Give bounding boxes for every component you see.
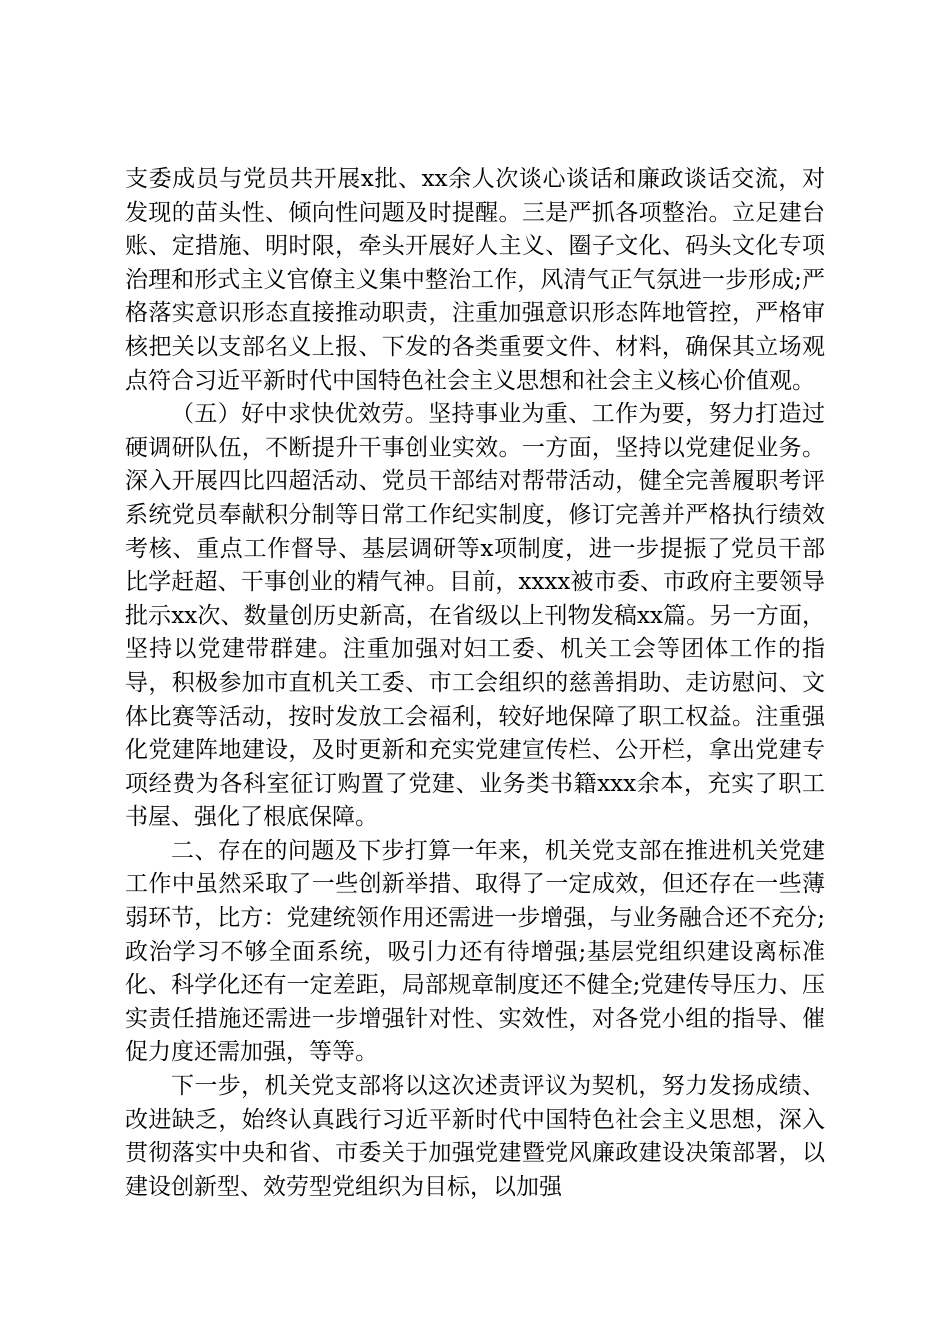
document-body bbox=[125, 163, 825, 1204]
paragraph-problems-plans: 二、存在的问题及下步打算一年来，机关党支部在推进机关党建工作中虽然采取了一些创新举措、取得了一定成效，但还存在一些薄弱环节，比方：党建统领作用还需进一步增强，与业务融合还不充分;政治学习不够全面系统，吸引力还有待增强;基层党组织建设离标准化、科学化还有一定差距，局部规章制度还不健全;党建传导压力、压实责任措施还需进一步增强针对性、实效性，对各党小组的指导、催促力度还需加强，等等。 bbox=[125, 837, 825, 1066]
paragraph-continuation: 支委成员与党员共开展x批、xx余人次谈心谈话和廉政谈话交流，对发现的苗头性、倾向性问题及时提醒。三是严抓各项整治。立足建台账、定措施、明时限，牵头开展好人主义、圈子文化、码头文化专项治理和形式主义官僚主义集中整治工作，风清气正气氛进一步形成;严格落实意识形态直接推动职责，注重加强意识形态阵地管控，严格审核把关以支部名义上报、下发的各类重要文件、材料，确保其立场观点符合习近平新时代中国特色社会主义思想和社会主义核心价值观。 bbox=[125, 166, 825, 394]
paragraph-next-steps: 下一步，机关党支部将以这次述责评议为契机，努力发扬成绩、改进缺乏，始终认真践行习近平新时代中国特色社会主义思想，深入贯彻落实中央和省、市委关于加强党建暨党风廉政建设决策部署，以建设创新型、效劳型党组织为目标，以加强 bbox=[125, 1073, 825, 1200]
paragraph-section-five: （五）好中求快优效劳。坚持事业为重、工作为要，努力打造过硬调研队伍，不断提升干事创业实效。一方面，坚持以党建促业务。深入开展四比四超活动、党员干部结对帮带活动，健全完善履职考评系统党员奉献积分制等日常工作纪实制度，修订完善并严格执行绩效考核、重点工作督导、基层调研等x项制度，进一步提振了党员干部比学赶超、干事创业的精气神。目前，xxxx被市委、市政府主要领导批示xx次、数量创历史新高，在省级以上刊物发稿xx篇。另一方面，坚持以党建带群建。注重加强对妇工委、机关工会等团体工作的指导，积极参加市直机关工委、市工会组织的慈善捐助、走访慰问、文体比赛等活动，按时发放工会福利，较好地保障了职工权益。注重强化党建阵地建设，及时更新和充实党建宣传栏、公开栏，拿出党建专项经费为各科室征订购置了党建、业务类书籍xxx余本，充实了职工书屋、强化了根底保障。 bbox=[125, 401, 825, 831]
